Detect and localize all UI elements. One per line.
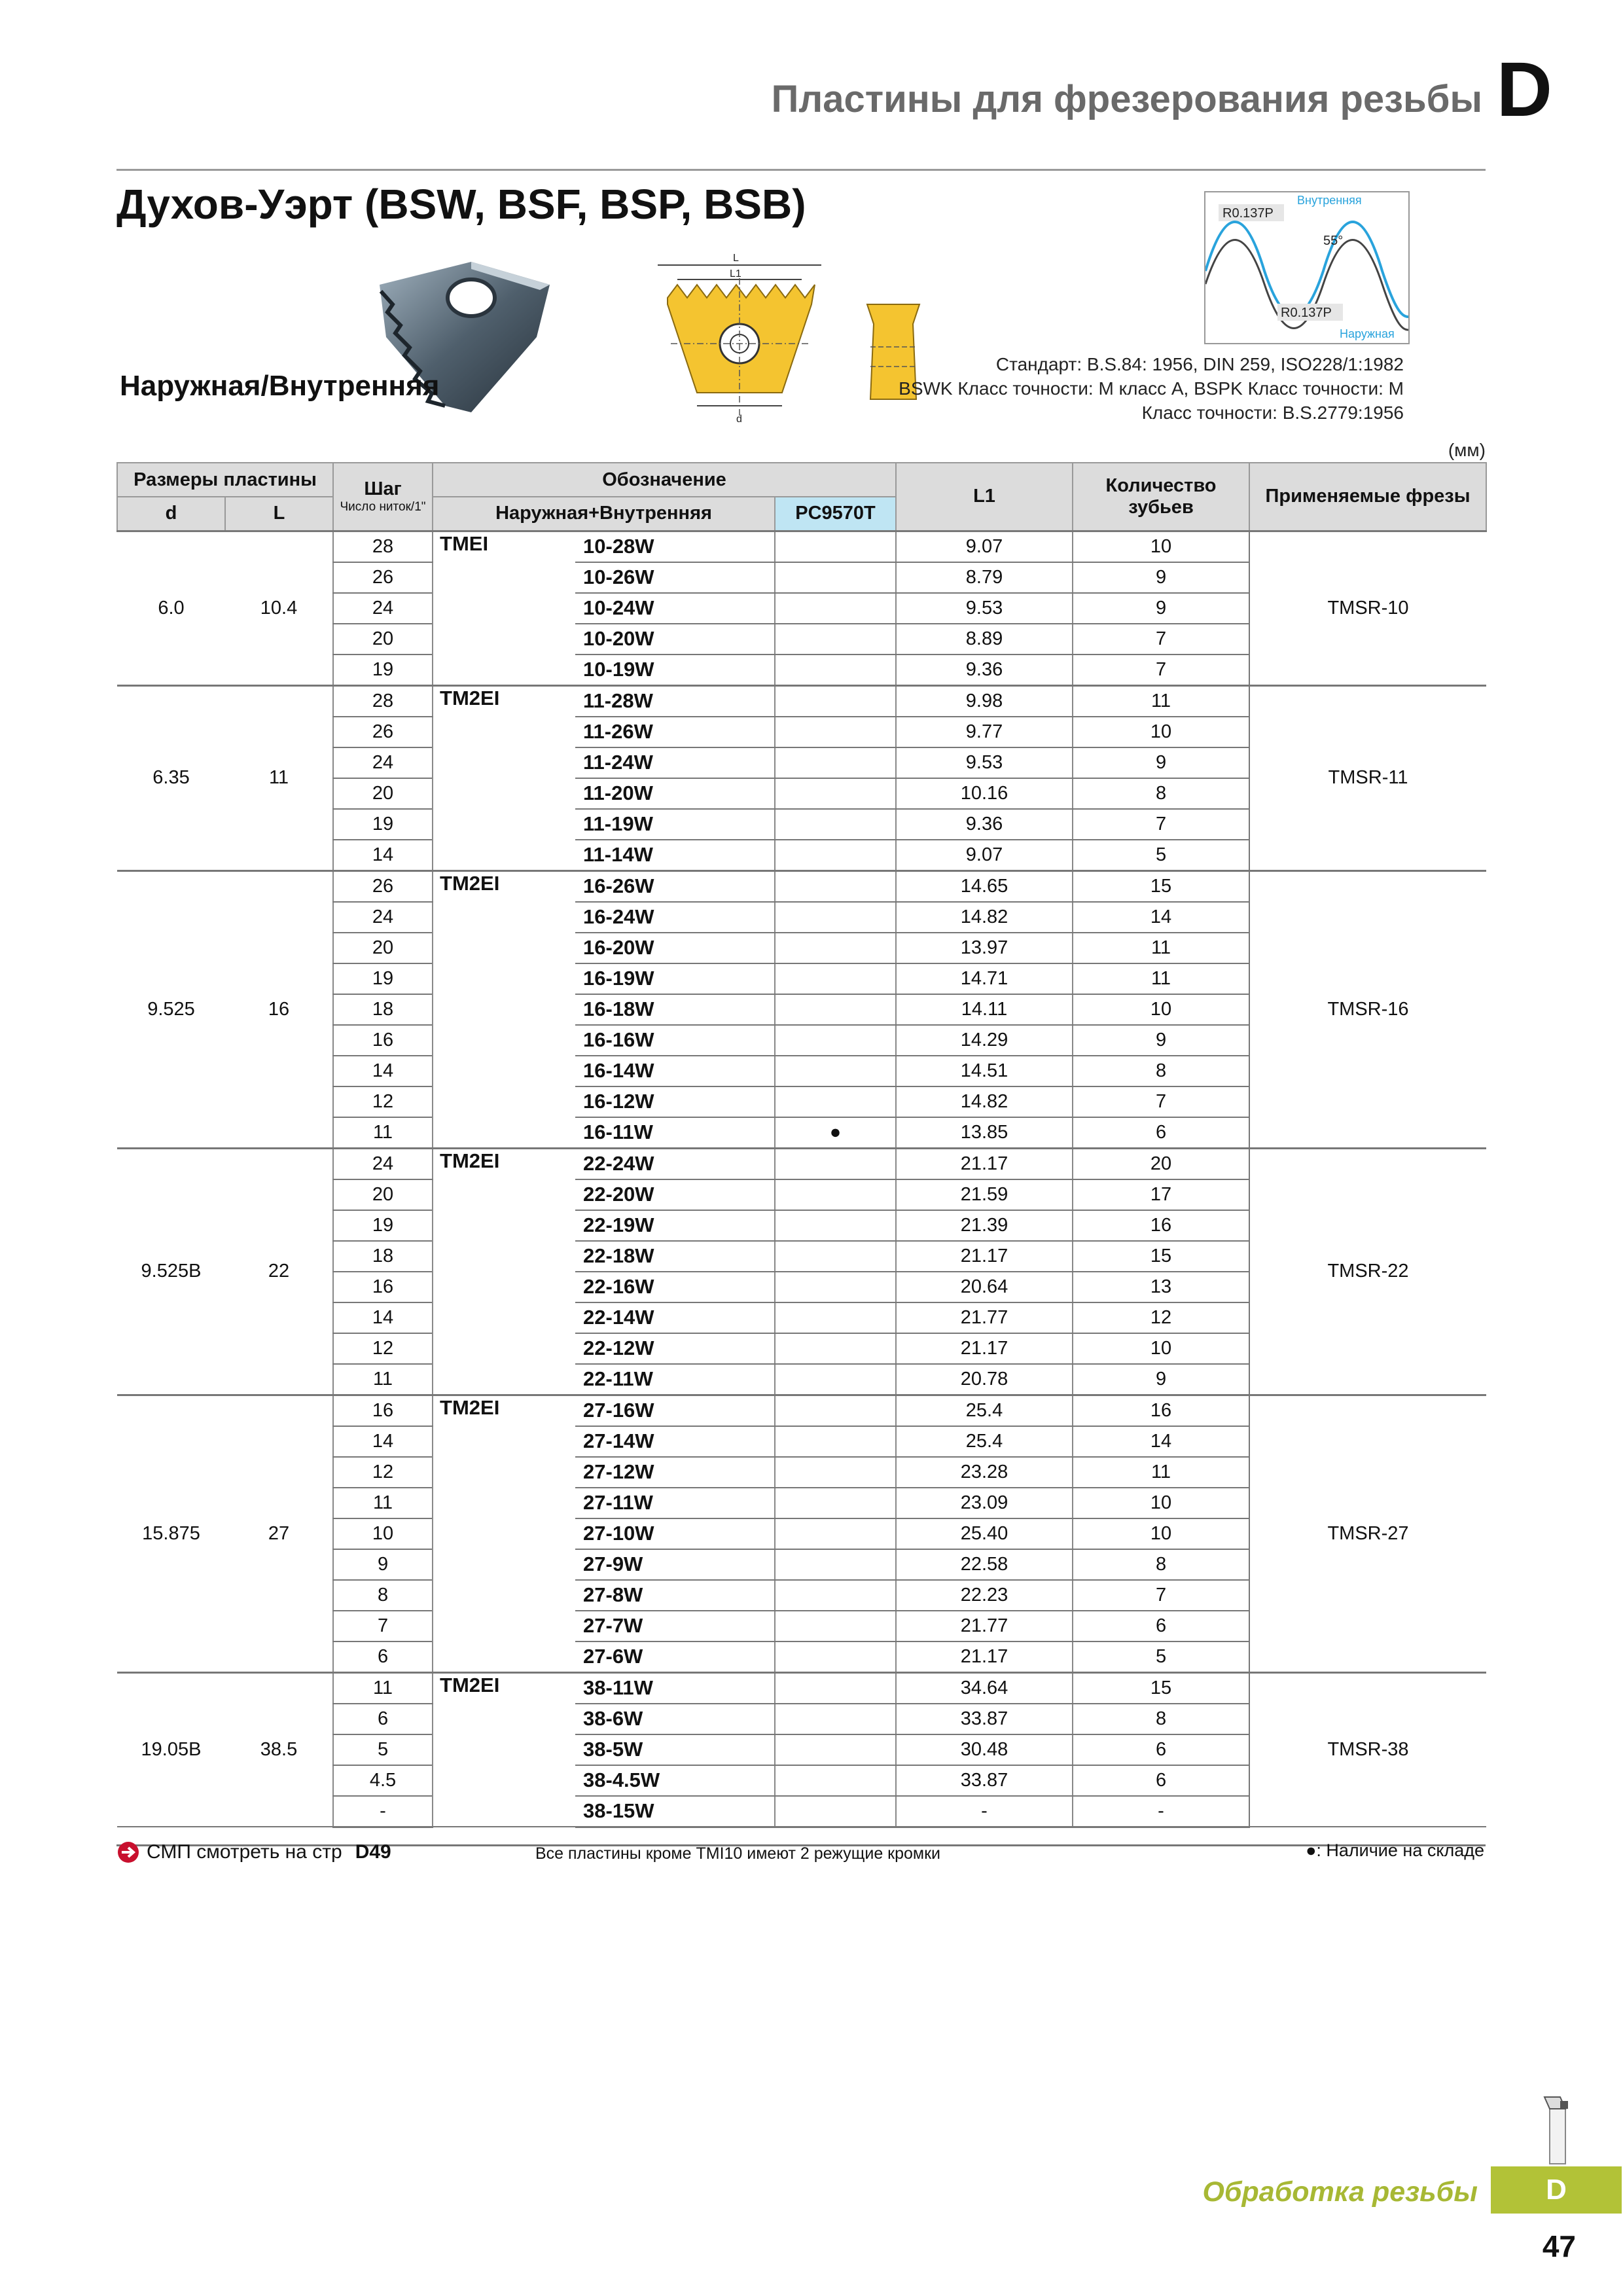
cell-pitch: 5 — [333, 1734, 433, 1765]
cell-teeth: 14 — [1073, 1426, 1249, 1457]
cell-cutter: TMSR-27 — [1249, 1395, 1486, 1672]
cell-grade-mark — [775, 1210, 896, 1241]
cell-teeth: 16 — [1073, 1210, 1249, 1241]
footer-section-title: Обработка резьбы — [1202, 2176, 1478, 2208]
cell-l1: 21.17 — [896, 1241, 1073, 1272]
cell-grade-mark — [775, 1333, 896, 1364]
cell-grade-mark: ● — [775, 1117, 896, 1149]
cell-code: 16-11W — [575, 1117, 775, 1149]
cell-teeth: 6 — [1073, 1611, 1249, 1641]
cell-l1: 9.77 — [896, 717, 1073, 747]
cell-pitch: 19 — [333, 963, 433, 994]
cell-teeth: 10 — [1073, 994, 1249, 1025]
cell-grade-mark — [775, 1549, 896, 1580]
label-L: L — [733, 253, 739, 264]
cell-pitch: 14 — [333, 1426, 433, 1457]
cell-code: 27-12W — [575, 1457, 775, 1488]
cell-grade-mark — [775, 778, 896, 809]
cell-d: 6.35 — [117, 685, 225, 870]
cell-grade-mark — [775, 1641, 896, 1673]
cell-teeth: 11 — [1073, 685, 1249, 717]
header-ext-int: Наружная+Внутренняя — [433, 497, 775, 531]
cell-code: 22-20W — [575, 1179, 775, 1210]
cell-pitch: 12 — [333, 1457, 433, 1488]
cell-teeth: 20 — [1073, 1148, 1249, 1179]
cell-l1: 13.97 — [896, 933, 1073, 963]
cell-pitch: 14 — [333, 840, 433, 871]
cell-l1: 25.4 — [896, 1395, 1073, 1426]
cell-l1: 9.07 — [896, 531, 1073, 562]
cell-l1: 25.40 — [896, 1518, 1073, 1549]
cell-teeth: 5 — [1073, 1641, 1249, 1673]
cell-d: 19.05B — [117, 1672, 225, 1827]
cell-teeth: 10 — [1073, 1518, 1249, 1549]
cell-l1: 21.17 — [896, 1148, 1073, 1179]
cell-teeth: 6 — [1073, 1734, 1249, 1765]
cell-grade-mark — [775, 717, 896, 747]
cell-l1: 9.07 — [896, 840, 1073, 871]
table-row — [117, 531, 1486, 562]
spec-table-body — [117, 531, 1486, 1827]
cell-grade-mark — [775, 1179, 896, 1210]
cell-code: 16-24W — [575, 902, 775, 933]
cell-pitch: 6 — [333, 1704, 433, 1734]
cell-code: 27-14W — [575, 1426, 775, 1457]
cell-code: 16-16W — [575, 1025, 775, 1056]
cell-code: 22-18W — [575, 1241, 775, 1272]
cell-grade-mark — [775, 1148, 896, 1179]
header-grade: PC9570T — [775, 497, 896, 531]
cell-code: 11-20W — [575, 778, 775, 809]
page-number: 47 — [1542, 2229, 1576, 2263]
profile-radius-top: R0.137P — [1222, 206, 1274, 221]
cell-grade-mark — [775, 1395, 896, 1426]
table-row — [117, 870, 1486, 902]
cell-code: 27-6W — [575, 1641, 775, 1673]
cell-pitch: 20 — [333, 933, 433, 963]
cell-code: 16-18W — [575, 994, 775, 1025]
cell-code: 16-12W — [575, 1086, 775, 1117]
cell-grade-mark — [775, 1734, 896, 1765]
header-l1: L1 — [896, 463, 1073, 531]
cell-prefix: TM2EI — [433, 870, 575, 1148]
cell-code: 11-28W — [575, 685, 775, 717]
cell-l1: 21.39 — [896, 1210, 1073, 1241]
profile-angle: 55° — [1323, 234, 1344, 248]
cell-teeth: 12 — [1073, 1302, 1249, 1333]
header-pitch-sub: Число ниток/1" — [340, 500, 426, 514]
cell-pitch: 24 — [333, 1148, 433, 1179]
standard-line-3: Класс точности: B.S.2779:1956 — [1141, 403, 1404, 423]
cell-l1: 21.77 — [896, 1611, 1073, 1641]
cell-teeth: 15 — [1073, 1241, 1249, 1272]
cell-l1: 34.64 — [896, 1672, 1073, 1704]
cell-d: 9.525B — [117, 1148, 225, 1395]
unit-label: (мм) — [1448, 440, 1486, 460]
cell-l1: 9.36 — [896, 655, 1073, 686]
header-L: L — [225, 497, 333, 531]
cell-code: 38-11W — [575, 1672, 775, 1704]
cell-teeth: 7 — [1073, 1580, 1249, 1611]
cell-prefix: TM2EI — [433, 1672, 575, 1827]
cell-L: 38.5 — [225, 1672, 333, 1827]
cell-code: 16-26W — [575, 870, 775, 902]
cell-pitch: 8 — [333, 1580, 433, 1611]
cell-grade-mark — [775, 1672, 896, 1704]
cell-teeth: 9 — [1073, 1025, 1249, 1056]
section-title: Духов-Уэрт (BSW, BSF, BSP, BSB) — [116, 181, 806, 228]
cell-pitch: 14 — [333, 1302, 433, 1333]
cell-prefix: TM2EI — [433, 1148, 575, 1395]
cell-teeth: 6 — [1073, 1117, 1249, 1149]
cell-grade-mark — [775, 1302, 896, 1333]
cell-code: 27-8W — [575, 1580, 775, 1611]
cell-pitch: 16 — [333, 1025, 433, 1056]
profile-outer-label: Наружная — [1340, 327, 1395, 340]
header-dimensions: Размеры пластины — [117, 463, 333, 497]
cell-d: 6.0 — [117, 531, 225, 685]
cell-l1: 8.89 — [896, 624, 1073, 655]
thread-profile-diagram — [1204, 191, 1410, 344]
cell-cutter: TMSR-38 — [1249, 1672, 1486, 1827]
cell-pitch: 26 — [333, 562, 433, 593]
cell-d: 15.875 — [117, 1395, 225, 1672]
table-row — [117, 1148, 1486, 1179]
cell-code: 11-26W — [575, 717, 775, 747]
cell-code: 10-20W — [575, 624, 775, 655]
cell-teeth: 15 — [1073, 870, 1249, 902]
footnote-cutting-edges: Все пластины кроме TMI10 имеют 2 режущие кромки — [535, 1844, 941, 1863]
footnote-reference-page: D49 — [355, 1841, 391, 1863]
cell-pitch: 12 — [333, 1086, 433, 1117]
cell-teeth: 10 — [1073, 1488, 1249, 1518]
cell-code: 11-14W — [575, 840, 775, 871]
cell-teeth: 5 — [1073, 840, 1249, 871]
cell-pitch: 11 — [333, 1117, 433, 1149]
cell-cutter: TMSR-11 — [1249, 685, 1486, 870]
cell-teeth: 14 — [1073, 902, 1249, 933]
cell-grade-mark — [775, 685, 896, 717]
cell-prefix: TM2EI — [433, 1395, 575, 1672]
cell-pitch: 20 — [333, 778, 433, 809]
cell-code: 10-28W — [575, 531, 775, 562]
cell-code: 22-12W — [575, 1333, 775, 1364]
cell-grade-mark — [775, 1056, 896, 1086]
cell-code: 11-19W — [575, 809, 775, 840]
cell-l1: 8.79 — [896, 562, 1073, 593]
cell-teeth: 10 — [1073, 1333, 1249, 1364]
cell-pitch: 26 — [333, 717, 433, 747]
cell-l1: 33.87 — [896, 1765, 1073, 1796]
cell-code: 22-11W — [575, 1364, 775, 1395]
standard-line-2: BSWK Класс точности: M класс A, BSPK Класс точности: M — [899, 378, 1404, 399]
cell-l1: 14.51 — [896, 1056, 1073, 1086]
cell-L: 10.4 — [225, 531, 333, 685]
header-rule — [116, 169, 1486, 171]
cell-code: 38-15W — [575, 1796, 775, 1827]
cell-code: 27-9W — [575, 1549, 775, 1580]
cell-l1: 9.53 — [896, 747, 1073, 778]
cell-grade-mark — [775, 747, 896, 778]
cell-teeth: 16 — [1073, 1395, 1249, 1426]
cell-teeth: 6 — [1073, 1765, 1249, 1796]
cell-pitch: 10 — [333, 1518, 433, 1549]
table-row — [117, 1395, 1486, 1426]
spec-table — [116, 462, 1487, 1828]
cell-teeth: 7 — [1073, 809, 1249, 840]
cell-code: 27-16W — [575, 1395, 775, 1426]
cell-l1: 21.59 — [896, 1179, 1073, 1210]
cell-code: 10-24W — [575, 593, 775, 624]
cell-pitch: 14 — [333, 1056, 433, 1086]
cell-code: 27-7W — [575, 1611, 775, 1641]
table-row — [117, 1672, 1486, 1704]
cell-teeth: 9 — [1073, 1364, 1249, 1395]
cell-l1: 9.36 — [896, 809, 1073, 840]
cell-pitch: 4.5 — [333, 1765, 433, 1796]
cell-grade-mark — [775, 1580, 896, 1611]
cell-grade-mark — [775, 933, 896, 963]
cell-pitch: 16 — [333, 1272, 433, 1302]
header-title: Пластины для фрезерования резьбы — [771, 78, 1482, 120]
cell-l1: 9.53 — [896, 593, 1073, 624]
label-L1: L1 — [730, 268, 741, 279]
cell-grade-mark — [775, 963, 896, 994]
cell-l1: 14.29 — [896, 1025, 1073, 1056]
cell-teeth: - — [1073, 1796, 1249, 1827]
header-cutters: Применяемые фрезы — [1249, 463, 1486, 531]
cell-pitch: 28 — [333, 685, 433, 717]
cell-l1: 20.78 — [896, 1364, 1073, 1395]
cell-L: 27 — [225, 1395, 333, 1672]
cell-l1: 21.17 — [896, 1333, 1073, 1364]
cell-l1: 13.85 — [896, 1117, 1073, 1149]
cell-l1: 33.87 — [896, 1704, 1073, 1734]
cell-code: 38-6W — [575, 1704, 775, 1734]
header-pitch-label: Шаг — [364, 478, 402, 500]
profile-inner-label: Внутренняя — [1297, 194, 1362, 207]
cell-code: 27-10W — [575, 1518, 775, 1549]
cell-teeth: 8 — [1073, 1704, 1249, 1734]
cell-grade-mark — [775, 624, 896, 655]
cell-pitch: 20 — [333, 1179, 433, 1210]
cell-pitch: 19 — [333, 1210, 433, 1241]
cell-grade-mark — [775, 1426, 896, 1457]
cell-cutter: TMSR-10 — [1249, 531, 1486, 685]
cell-L: 22 — [225, 1148, 333, 1395]
cell-code: 16-14W — [575, 1056, 775, 1086]
cell-l1: 21.17 — [896, 1641, 1073, 1673]
cell-code: 22-24W — [575, 1148, 775, 1179]
cell-code: 16-20W — [575, 933, 775, 963]
cell-l1: 20.64 — [896, 1272, 1073, 1302]
cell-d: 9.525 — [117, 870, 225, 1148]
cell-pitch: 19 — [333, 655, 433, 686]
cell-prefix: TM2EI — [433, 685, 575, 870]
cell-code: 38-4.5W — [575, 1765, 775, 1796]
cell-grade-mark — [775, 870, 896, 902]
cell-l1: 25.4 — [896, 1426, 1073, 1457]
header-teeth: Количество зубьев — [1073, 463, 1249, 531]
cell-pitch: 7 — [333, 1611, 433, 1641]
cell-pitch: 18 — [333, 1241, 433, 1272]
cell-grade-mark — [775, 994, 896, 1025]
cell-pitch: 9 — [333, 1549, 433, 1580]
cell-prefix: TMEI — [433, 531, 575, 685]
cell-pitch: 26 — [333, 870, 433, 902]
cell-pitch: 24 — [333, 747, 433, 778]
profile-radius-bottom: R0.137P — [1281, 306, 1332, 320]
cell-l1: 14.71 — [896, 963, 1073, 994]
cell-teeth: 17 — [1073, 1179, 1249, 1210]
cell-l1: 14.82 — [896, 1086, 1073, 1117]
cell-l1: 22.58 — [896, 1549, 1073, 1580]
cell-pitch: 20 — [333, 624, 433, 655]
milling-tool-icon — [1531, 2094, 1584, 2165]
cell-teeth: 13 — [1073, 1272, 1249, 1302]
cell-l1: 21.77 — [896, 1302, 1073, 1333]
cell-teeth: 9 — [1073, 562, 1249, 593]
cell-grade-mark — [775, 1518, 896, 1549]
cell-l1: 14.82 — [896, 902, 1073, 933]
cell-code: 16-19W — [575, 963, 775, 994]
cell-l1: 30.48 — [896, 1734, 1073, 1765]
table-row — [117, 685, 1486, 717]
cell-grade-mark — [775, 809, 896, 840]
cell-pitch: 19 — [333, 809, 433, 840]
cell-code: 22-16W — [575, 1272, 775, 1302]
cell-grade-mark — [775, 1457, 896, 1488]
cell-grade-mark — [775, 1272, 896, 1302]
cell-teeth: 11 — [1073, 1457, 1249, 1488]
footnote-stock: ●: Наличие на складе — [1306, 1840, 1484, 1860]
cell-cutter: TMSR-16 — [1249, 870, 1486, 1148]
cell-l1: 23.28 — [896, 1457, 1073, 1488]
cell-pitch: 11 — [333, 1364, 433, 1395]
cell-pitch: 12 — [333, 1333, 433, 1364]
cell-grade-mark — [775, 1704, 896, 1734]
cell-teeth: 9 — [1073, 593, 1249, 624]
cell-grade-mark — [775, 1611, 896, 1641]
cell-grade-mark — [775, 1241, 896, 1272]
cell-teeth: 9 — [1073, 747, 1249, 778]
cell-grade-mark — [775, 1025, 896, 1056]
cell-teeth: 7 — [1073, 624, 1249, 655]
cell-grade-mark — [775, 1765, 896, 1796]
cell-code: 10-19W — [575, 655, 775, 686]
footer-tab-letter: D — [1546, 2174, 1567, 2206]
cell-code: 11-24W — [575, 747, 775, 778]
cell-grade-mark — [775, 531, 896, 562]
cell-l1: - — [896, 1796, 1073, 1827]
cell-pitch: 24 — [333, 902, 433, 933]
cell-pitch: 18 — [333, 994, 433, 1025]
cell-teeth: 8 — [1073, 1549, 1249, 1580]
cell-l1: 14.65 — [896, 870, 1073, 902]
cell-teeth: 10 — [1073, 531, 1249, 562]
header-designation: Обозначение — [433, 463, 896, 497]
subtitle: Наружная/Внутренняя — [120, 370, 440, 402]
cell-code: 10-26W — [575, 562, 775, 593]
cell-grade-mark — [775, 1796, 896, 1827]
cell-grade-mark — [775, 902, 896, 933]
cell-l1: 22.23 — [896, 1580, 1073, 1611]
standard-line-1: Стандарт: B.S.84: 1956, DIN 259, ISO228/1:1982 — [995, 354, 1404, 374]
cell-code: 22-14W — [575, 1302, 775, 1333]
cell-l1: 23.09 — [896, 1488, 1073, 1518]
cell-grade-mark — [775, 1364, 896, 1395]
cell-teeth: 11 — [1073, 933, 1249, 963]
cell-code: 27-11W — [575, 1488, 775, 1518]
cell-l1: 14.11 — [896, 994, 1073, 1025]
cell-grade-mark — [775, 562, 896, 593]
cell-pitch: 11 — [333, 1672, 433, 1704]
cell-l1: 10.16 — [896, 778, 1073, 809]
cell-grade-mark — [775, 655, 896, 686]
header-letter: D — [1496, 46, 1552, 133]
cell-pitch: 24 — [333, 593, 433, 624]
cell-grade-mark — [775, 1488, 896, 1518]
cell-pitch: 6 — [333, 1641, 433, 1673]
cell-teeth: 8 — [1073, 1056, 1249, 1086]
footnote-reference[interactable] — [116, 1840, 391, 1864]
arrow-circle-icon — [116, 1840, 140, 1864]
cell-l1: 9.98 — [896, 685, 1073, 717]
header-pitch — [333, 463, 433, 531]
cell-teeth: 11 — [1073, 963, 1249, 994]
header-d: d — [117, 497, 225, 531]
cell-cutter: TMSR-22 — [1249, 1148, 1486, 1395]
cell-pitch: 16 — [333, 1395, 433, 1426]
cell-grade-mark — [775, 840, 896, 871]
insert-front-drawing — [651, 252, 828, 425]
cell-teeth: 7 — [1073, 655, 1249, 686]
cell-L: 11 — [225, 685, 333, 870]
cell-teeth: 7 — [1073, 1086, 1249, 1117]
cell-teeth: 10 — [1073, 717, 1249, 747]
cell-pitch: - — [333, 1796, 433, 1827]
cell-teeth: 15 — [1073, 1672, 1249, 1704]
cell-teeth: 8 — [1073, 778, 1249, 809]
cell-code: 22-19W — [575, 1210, 775, 1241]
cell-L: 16 — [225, 870, 333, 1148]
cell-grade-mark — [775, 1086, 896, 1117]
cell-grade-mark — [775, 593, 896, 624]
cell-pitch: 28 — [333, 531, 433, 562]
footnote-reference-text: СМП смотреть на стр — [147, 1841, 342, 1863]
cell-pitch: 11 — [333, 1488, 433, 1518]
label-d: d — [736, 414, 742, 425]
cell-code: 38-5W — [575, 1734, 775, 1765]
